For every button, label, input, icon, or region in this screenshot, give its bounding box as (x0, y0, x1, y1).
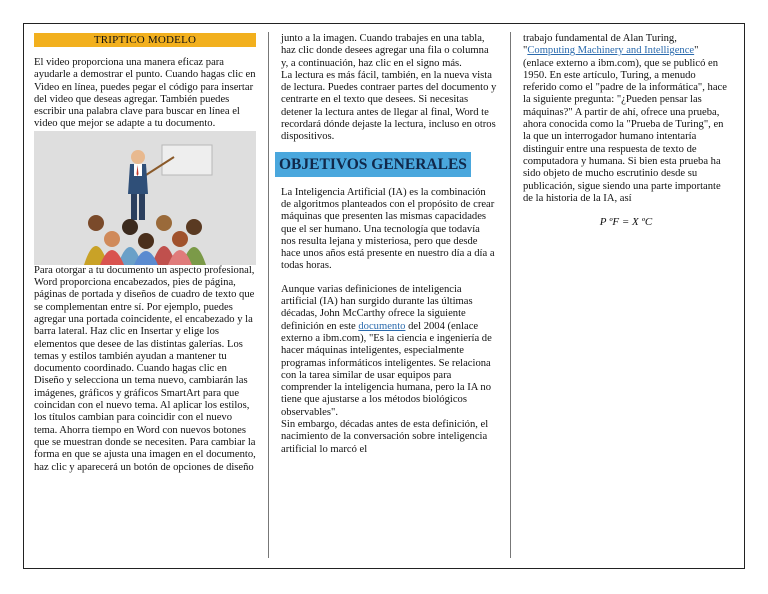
paragraph-reading: La lectura es más fácil, también, en la nueva vista de lectura. Puedes contraer partes del documento y centrarte en el texto que desees. Si necesitas detener la lectura antes de llegar al final, Word te recordará dónde dejaste la lectura, incluso en otros dispositivos. (281, 69, 497, 143)
section-heading: OBJETIVOS GENERALES (275, 152, 471, 177)
paragraph-turing: trabajo fundamental de Alan Turing, "Computing Machinery and Intelligence" (enlace externo a ibm.com), que se publicó en 1950. En este artículo, Turing, a menudo referido como el "padre de la informática", hace la siguiente pregunta: "¿Pueden pensar las máquinas?" A partir de ahí, ofrece una prueba, ahora conocida como la "Prueba de Turing", en la que un interrogador humano intentaría distinguir entre una respuesta de texto de computadora y humana. Si bien esta prueba ha sido objeto de mucho escrutinio desde su publicación, sigue siendo una parte importante de la historia de la IA, así (523, 33, 727, 204)
paragraph-video: El video proporciona una manera eficaz para ayudarle a demostrar el punto. Cuando hagas clic en Video en línea, puedes pegar el código para insertar del video que deseas agregar. También puedes escribir una palabra clave para buscar en línea el video que mejor se adapte a tu documento. (34, 57, 256, 130)
paragraph-design: Para otorgar a tu documento un aspecto profesional, Word proporciona encabezados, pies de página, páginas de portada y diseños de cuadro de texto que se complementan entre sí. Por ejemplo, puedes agregar una portada coincidente, el encabezado y la barra lateral. Haz clic en Insertar y elige los elementos que desee de las distintas galerías. Los temas y estilos también ayudan a mantener tu documento coordinado. Cuando hagas clic en Diseño y selecciona un tema nuevo, cambiarán las imágenes, gráficos y gráficos SmartArt para que coincidan con el nuevo tema. Al aplicar los estilos, los títulos cambian para coincidir con el nuevo tema. Ahorra tiempo en Word con nuevos botones que se muestran donde se necesiten. Para cambiar la forma en que se ajusta una imagen en el documento, haz clic y aparecerá un botón de opciones de diseño (34, 264, 256, 473)
column-right (523, 33, 729, 228)
classroom-illustration (34, 131, 256, 265)
column-divider (268, 32, 269, 558)
formula: P ºF = X ºC (599, 216, 653, 229)
presenter-audience-image (34, 131, 256, 265)
column-divider (510, 32, 511, 558)
paragraph-mccarthy: Aunque varias definiciones de inteligencia artificial (IA) han surgido durante las últimas décadas, John McCarthy ofrece la siguiente definición en este documento del 2004 (enlace externo a ibm.com), "Es la ciencia e ingeniería de hacer máquinas inteligentes, especialmente programas informáticos inteligentes. Se relaciona con la tarea similar de usar equipos para comprender la inteligencia humana, pero la IA no tiene que ajustarse a los métodos biológicos observables". (281, 283, 492, 418)
column-left (34, 33, 256, 474)
documento-link[interactable]: documento (358, 320, 406, 332)
paragraph-history: Sin embargo, décadas antes de esta definición, el nacimiento de la conversación sobre inteligencia artificial lo marcó el (281, 419, 489, 455)
paragraph-ia-definition: La Inteligencia Artificial (IA) es la combinación de algoritmos planteados con el propósito de crear máquinas que presenten las mismas capacidades que el ser humano. Una tecnología que todavía nos resulta lejana y misteriosa, pero que desde hace unos años está presente en nuestro día a día a todas horas. (281, 186, 495, 272)
document-page (23, 23, 745, 569)
turing-paper-link[interactable]: Computing Machinery and Intelligence (527, 45, 695, 57)
title-banner: TRIPTICO MODELO (34, 33, 256, 47)
paragraph-table: junto a la imagen. Cuando trabajes en una tabla, haz clic donde desees agregar una fila o columna y, a continuación, haz clic en el signo más. (281, 33, 489, 69)
column-middle (281, 33, 497, 456)
